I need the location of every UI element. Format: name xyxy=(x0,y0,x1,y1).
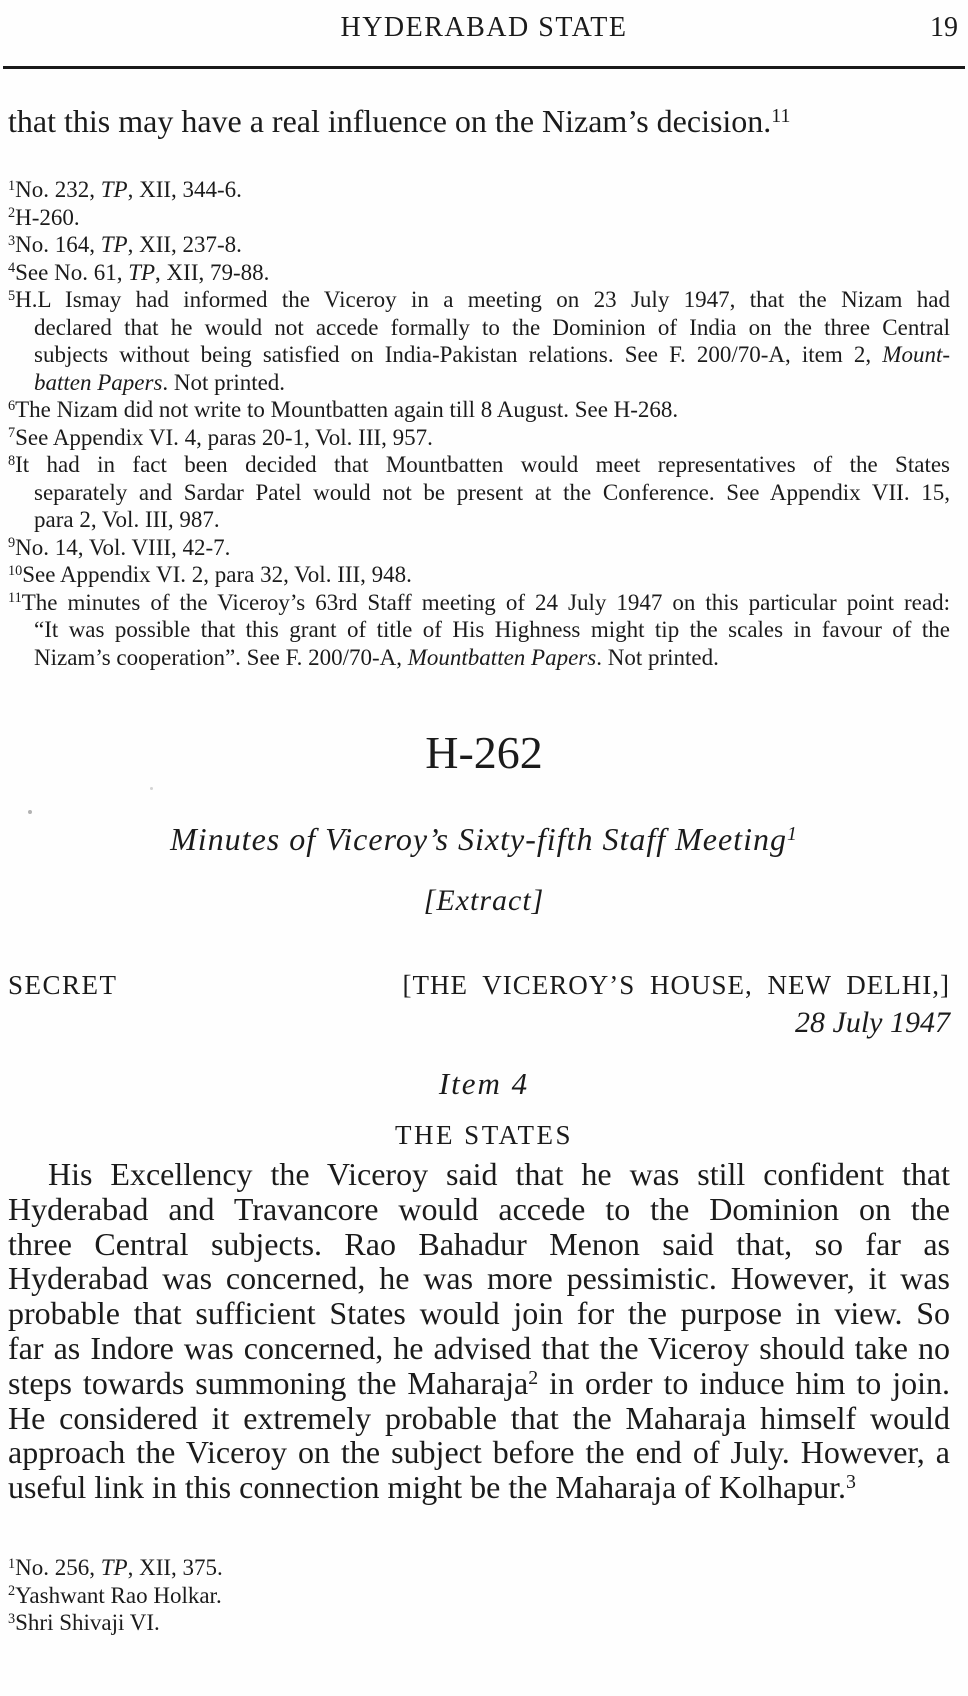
superscript-ref: 1 xyxy=(8,1555,16,1572)
text-run: useful link in this connection might be the Maharaja of Kolhapur. xyxy=(8,1469,847,1506)
text-run: H.L Ismay had informed the Viceroy in a meeting on 23 July 1947, that the Nizam had xyxy=(15,287,950,312)
text-run: three Central subjects. Rao Bahadur Menon said that, so far as xyxy=(8,1225,950,1262)
text-run: TP xyxy=(100,1555,128,1580)
section-heading: THE STATES xyxy=(394,1120,574,1150)
text-line xyxy=(8,1157,950,1192)
text-line xyxy=(8,534,950,562)
text-run: He considered it extremely probable that the Maharaja himself would xyxy=(8,1399,950,1436)
text-run: , XII, 375. xyxy=(127,1555,223,1580)
running-head xyxy=(0,12,968,46)
footnote xyxy=(8,534,950,562)
footnote xyxy=(8,396,950,424)
footnote xyxy=(8,1582,950,1610)
document-number: H-262 xyxy=(425,727,543,778)
footnote xyxy=(8,451,950,534)
text-line xyxy=(8,479,950,507)
text-run: , XII, 237-8. xyxy=(127,232,242,257)
text-run: declared that he would not accede formally to the Dominion of India on the three Central xyxy=(34,314,950,340)
print-speck xyxy=(150,787,153,790)
text-line xyxy=(8,589,950,617)
superscript-ref: 11 xyxy=(8,590,22,607)
text-run: Mount- xyxy=(882,342,950,367)
page-header-title: HYDERABAD STATE xyxy=(340,12,628,43)
footnote xyxy=(8,1609,950,1637)
text-run: TP xyxy=(100,177,128,202)
text-run: far as Indore was concerned, he advised that the Viceroy should take no xyxy=(8,1329,950,1366)
document-title xyxy=(0,820,968,858)
text-run: TP xyxy=(100,232,128,257)
text-run: No. 232, xyxy=(15,177,101,202)
text-line xyxy=(8,616,950,644)
text-run: , XII, 344-6. xyxy=(127,177,242,202)
superscript-ref: 4 xyxy=(8,260,16,277)
text-run: approach the Viceroy on the subject before the end of July. However, a xyxy=(8,1434,950,1471)
text-line xyxy=(8,341,950,369)
footnote xyxy=(8,259,950,287)
text-line xyxy=(8,1331,950,1366)
superscript-ref: 1 xyxy=(8,177,16,194)
text-run: probable that sufficient States would join for the purpose in view. So xyxy=(8,1295,950,1332)
lead-paragraph xyxy=(8,103,950,140)
text-run: that this may have a real influence on the Nizam’s decision. xyxy=(8,103,772,139)
text-line xyxy=(8,1366,950,1401)
extract-label: [Extract] xyxy=(423,884,545,917)
text-run: batten Papers xyxy=(34,369,163,395)
classification-label: SECRET xyxy=(8,970,118,1000)
text-run: See Appendix VI. 4, paras 20-1, Vol. III, 957. xyxy=(15,424,433,450)
footnote xyxy=(8,561,950,589)
text-line xyxy=(8,451,950,479)
text-run: Hyderabad and Travancore would accede to the Dominion on the xyxy=(8,1190,950,1227)
date-line: 28 July 1947 xyxy=(795,1006,950,1039)
text-run: H-260. xyxy=(15,204,80,230)
superscript-ref: 9 xyxy=(8,535,16,552)
text-line xyxy=(8,644,950,672)
superscript-ref: 11 xyxy=(771,105,791,128)
text-run: See No. 61, xyxy=(15,259,129,285)
header-rule xyxy=(3,66,965,69)
text-run: The minutes of the Viceroy’s 63rd Staff meeting of 24 July 1947 on this particular point read: xyxy=(21,589,950,615)
body-paragraph xyxy=(8,1157,950,1505)
text-run: . Not printed. xyxy=(162,369,286,395)
text-run: para 2, Vol. III, 987. xyxy=(34,507,220,532)
text-run: His Excellency the Viceroy said that he was still confident that xyxy=(48,1156,950,1192)
text-run: Nizam’s cooperation”. See F. 200/70-A, xyxy=(34,644,408,670)
text-line xyxy=(8,1554,950,1582)
footnote xyxy=(8,231,950,259)
text-line xyxy=(8,1227,950,1262)
text-run: The Nizam did not write to Mountbatten again till 8 August. See H-268. xyxy=(15,397,679,422)
text-line xyxy=(8,259,950,287)
footnote xyxy=(8,424,950,452)
superscript-ref: 6 xyxy=(8,397,16,414)
text-line xyxy=(8,1401,950,1436)
text-run: Shri Shivaji VI. xyxy=(15,1610,160,1635)
text-line xyxy=(8,1582,950,1610)
text-run: It had in fact been decided that Mountbatten would meet representatives of the States xyxy=(15,452,950,477)
superscript-ref: 2 xyxy=(528,1366,539,1389)
text-run: subjects without being satisfied on India-Pakistan relations. See F. 200/70-A, item 2, xyxy=(34,342,883,367)
footnotes-top xyxy=(8,176,950,671)
superscript-ref: 1 xyxy=(786,823,798,846)
text-run: Hyderabad was concerned, he was more pessimistic. However, it was xyxy=(8,1260,950,1297)
superscript-ref: 8 xyxy=(8,452,16,469)
superscript-ref: 10 xyxy=(8,562,23,579)
superscript-ref: 7 xyxy=(8,425,16,442)
text-run: Minutes of Viceroy’s Sixty-fifth Staff Meeting xyxy=(170,821,787,857)
text-line xyxy=(8,396,950,424)
text-run: “It was possible that this grant of title of His Highness might tip the scales in favour of the xyxy=(34,617,950,642)
superscript-ref: 5 xyxy=(8,287,16,304)
text-line xyxy=(8,1192,950,1227)
text-line xyxy=(8,424,950,452)
text-line xyxy=(8,1261,950,1296)
text-line xyxy=(8,561,950,589)
footnote xyxy=(8,1554,950,1582)
text-line xyxy=(8,1435,950,1470)
text-line xyxy=(8,314,950,342)
footnote xyxy=(8,176,950,204)
superscript-ref: 2 xyxy=(8,205,16,222)
superscript-ref: 3 xyxy=(8,232,16,249)
text-run: . Not printed. xyxy=(596,644,719,670)
text-run: steps towards summoning the Maharaja xyxy=(8,1364,529,1401)
text-line xyxy=(8,286,950,314)
text-line xyxy=(8,1609,950,1637)
text-line xyxy=(8,1470,950,1505)
text-run: , XII, 79-88. xyxy=(155,259,270,285)
footnote xyxy=(8,286,950,396)
text-run: See Appendix VI. 2, para 32, Vol. III, 948. xyxy=(22,562,412,587)
footnote xyxy=(8,204,950,232)
page-number: 19 xyxy=(930,12,958,43)
text-run: Yashwant Rao Holkar. xyxy=(15,1582,222,1608)
item-heading: Item 4 xyxy=(438,1066,530,1101)
text-line xyxy=(8,1296,950,1331)
text-run: separately and Sardar Patel would not be present at the Conference. See Appendix VII. 15, xyxy=(34,479,950,505)
text-line xyxy=(8,176,950,204)
superscript-ref: 3 xyxy=(8,1610,16,1627)
superscript-ref: 3 xyxy=(846,1471,856,1494)
text-run: No. 256, xyxy=(15,1555,101,1580)
superscript-ref: 2 xyxy=(8,1583,16,1600)
text-run: No. 14, Vol. VIII, 42-7. xyxy=(15,534,231,560)
footnote xyxy=(8,589,950,672)
place-line: [THE VICEROY’S HOUSE, NEW DELHI,] xyxy=(402,970,950,1000)
text-run: No. 164, xyxy=(15,232,101,257)
print-speck xyxy=(28,810,32,814)
text-run: Mountbatten Papers xyxy=(407,644,597,670)
text-run: TP xyxy=(128,259,156,285)
text-run: in order to induce him to join. xyxy=(538,1364,951,1401)
text-line xyxy=(8,369,950,397)
text-line xyxy=(8,204,950,232)
footnotes-bottom xyxy=(8,1554,950,1637)
text-line xyxy=(8,231,950,259)
text-line xyxy=(8,506,950,534)
